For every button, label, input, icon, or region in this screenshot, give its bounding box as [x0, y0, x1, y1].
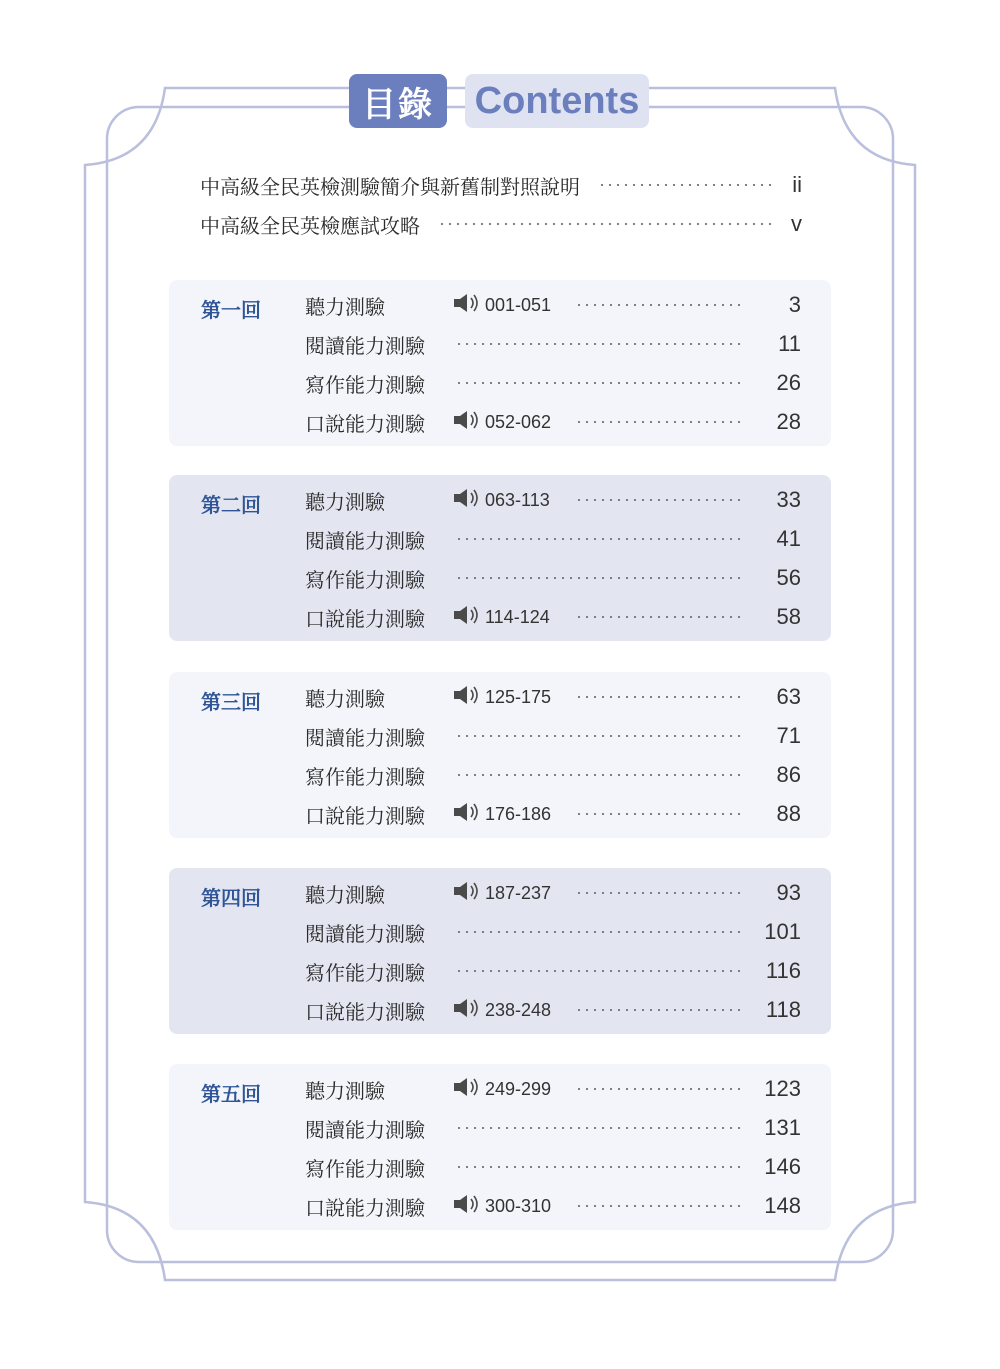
round-label: 第四回: [201, 886, 261, 910]
page-number: 118: [765, 997, 801, 1022]
audio-track: [453, 881, 565, 905]
audio-track-range: 249-299: [485, 1078, 552, 1099]
dot-leader: [455, 1166, 741, 1168]
audio-track: [453, 605, 565, 629]
dot-leader: [455, 931, 741, 933]
dot-leader: [455, 970, 741, 972]
toc-row[interactable]: [305, 602, 801, 632]
test-name: 閱讀能力測驗: [305, 1117, 425, 1142]
test-section: [169, 475, 831, 641]
test-name: 寫作能力測驗: [305, 1156, 425, 1181]
title-chinese: 目錄: [349, 74, 447, 128]
toc-row[interactable]: [305, 956, 801, 986]
round-label: 第二回: [201, 493, 261, 517]
test-section: [169, 672, 831, 838]
dot-leader: [575, 1088, 741, 1090]
test-name: 寫作能力測驗: [305, 960, 425, 985]
test-name: 口說能力測驗: [305, 803, 425, 828]
audio-track-range: 114-124: [485, 606, 550, 627]
test-name: 聽力測驗: [305, 1078, 385, 1103]
audio-track-range: 063-113: [485, 489, 550, 510]
page-number: 56: [776, 565, 801, 590]
audio-track: [453, 1194, 565, 1218]
toc-row[interactable]: [305, 290, 801, 320]
toc-row[interactable]: [305, 407, 801, 437]
audio-track: [453, 410, 565, 434]
audio-track-range: 001-051: [485, 294, 552, 315]
round-label: 第五回: [201, 1082, 261, 1106]
audio-track: [453, 685, 565, 709]
test-section: [169, 868, 831, 1034]
test-name: 閱讀能力測驗: [305, 921, 425, 946]
audio-track-range: 052-062: [485, 411, 552, 432]
round-label: 第一回: [201, 298, 261, 322]
test-name: 閱讀能力測驗: [305, 528, 425, 553]
page-number: 63: [776, 684, 801, 709]
speaker-icon: [453, 293, 483, 317]
entry-label: 中高級全民英檢應試攻略: [200, 213, 420, 238]
toc-row[interactable]: [305, 721, 801, 751]
speaker-icon: [453, 1077, 483, 1101]
toc-row[interactable]: [305, 329, 801, 359]
page-number: 116: [765, 958, 801, 983]
dot-leader: [575, 421, 741, 423]
dot-leader: [455, 343, 741, 345]
intro-entry[interactable]: [200, 170, 802, 200]
page-number: 131: [764, 1115, 801, 1140]
test-section: [169, 280, 831, 446]
toc-row[interactable]: [305, 1152, 801, 1182]
toc-row[interactable]: [305, 1191, 801, 1221]
speaker-icon: [453, 605, 483, 629]
dot-leader: [575, 696, 741, 698]
toc-row[interactable]: [305, 1074, 801, 1104]
test-name: 寫作能力測驗: [305, 764, 425, 789]
page-number: 28: [776, 409, 801, 434]
contents-title: [349, 74, 649, 128]
audio-track-range: 187-237: [485, 882, 552, 903]
test-name: 聽力測驗: [305, 489, 385, 514]
test-name: 寫作能力測驗: [305, 372, 425, 397]
toc-row[interactable]: [305, 1113, 801, 1143]
page-number: 86: [776, 762, 801, 787]
title-english: Contents: [465, 74, 649, 128]
test-name: 寫作能力測驗: [305, 567, 425, 592]
dot-leader: [575, 1009, 741, 1011]
toc-row[interactable]: [305, 917, 801, 947]
dot-leader: [455, 577, 741, 579]
page-number: 123: [764, 1076, 801, 1101]
test-name: 閱讀能力測驗: [305, 725, 425, 750]
page-number: 11: [778, 331, 801, 356]
page-number: 33: [776, 487, 801, 512]
toc-row[interactable]: [305, 368, 801, 398]
round-label: 第三回: [201, 690, 261, 714]
test-name: 口說能力測驗: [305, 1195, 425, 1220]
toc-row[interactable]: [305, 878, 801, 908]
page-number: 41: [776, 526, 801, 551]
dot-leader: [575, 304, 741, 306]
page-number: 93: [776, 880, 801, 905]
page-number: 88: [776, 801, 801, 826]
speaker-icon: [453, 1194, 483, 1218]
page-number: 26: [776, 370, 801, 395]
toc-row[interactable]: [305, 760, 801, 790]
speaker-icon: [453, 685, 483, 709]
dot-leader: [575, 616, 741, 618]
toc-row[interactable]: [305, 524, 801, 554]
test-name: 口說能力測驗: [305, 606, 425, 631]
test-name: 聽力測驗: [305, 882, 385, 907]
toc-row[interactable]: [305, 799, 801, 829]
audio-track: [453, 802, 565, 826]
speaker-icon: [453, 998, 483, 1022]
audio-track: [453, 998, 565, 1022]
dot-leader: [598, 184, 774, 186]
dot-leader: [455, 538, 741, 540]
page-number: 146: [764, 1154, 801, 1179]
page-number: 148: [764, 1193, 801, 1218]
intro-entry[interactable]: [200, 209, 802, 239]
audio-track: [453, 1077, 565, 1101]
audio-track: [453, 488, 565, 512]
test-name: 口說能力測驗: [305, 999, 425, 1024]
dot-leader: [438, 223, 773, 225]
toc-row[interactable]: [305, 682, 801, 712]
audio-track: [453, 293, 565, 317]
page-number: 101: [764, 919, 801, 944]
dot-leader: [575, 892, 741, 894]
toc-row[interactable]: [305, 995, 801, 1025]
page-number: v: [791, 211, 802, 236]
page-number: 3: [788, 292, 801, 317]
speaker-icon: [453, 488, 483, 512]
dot-leader: [455, 382, 741, 384]
audio-track-range: 176-186: [485, 803, 552, 824]
toc-row[interactable]: [305, 485, 801, 515]
audio-track-range: 238-248: [485, 999, 552, 1020]
dot-leader: [575, 499, 741, 501]
test-name: 聽力測驗: [305, 294, 385, 319]
dot-leader: [455, 774, 741, 776]
test-name: 口說能力測驗: [305, 411, 425, 436]
test-name: 聽力測驗: [305, 686, 385, 711]
dot-leader: [455, 735, 741, 737]
speaker-icon: [453, 881, 483, 905]
speaker-icon: [453, 802, 483, 826]
entry-label: 中高級全民英檢測驗簡介與新舊制對照說明: [200, 174, 580, 199]
audio-track-range: 125-175: [485, 686, 552, 707]
page-number: 71: [776, 723, 801, 748]
dot-leader: [455, 1127, 741, 1129]
dot-leader: [575, 813, 741, 815]
page-number: 58: [776, 604, 801, 629]
toc-row[interactable]: [305, 563, 801, 593]
test-name: 閱讀能力測驗: [305, 333, 425, 358]
audio-track-range: 300-310: [485, 1195, 552, 1216]
page-number: ii: [792, 172, 802, 197]
dot-leader: [575, 1205, 741, 1207]
speaker-icon: [453, 410, 483, 434]
test-section: [169, 1064, 831, 1230]
